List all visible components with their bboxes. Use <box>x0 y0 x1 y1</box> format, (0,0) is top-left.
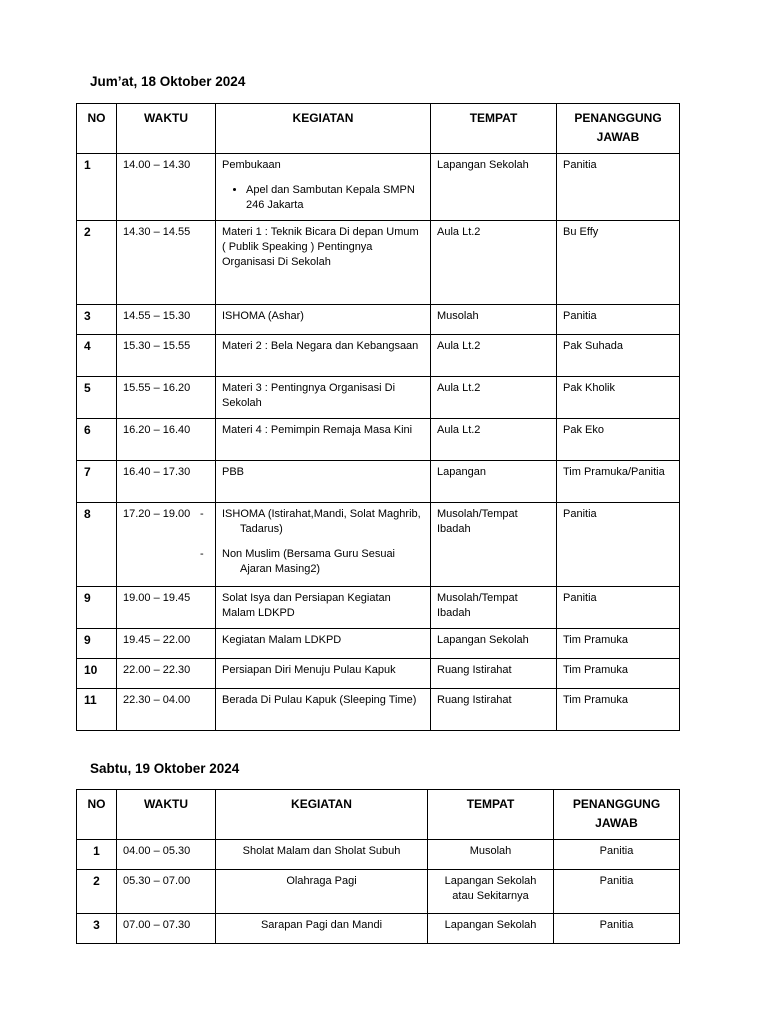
table-row <box>77 629 680 659</box>
table-row <box>77 659 680 689</box>
row-no: 3 <box>77 914 117 944</box>
row-tempat: Ruang Istirahat <box>431 689 557 731</box>
row-penanggung-jawab: Bu Effy <box>557 221 680 305</box>
row-tempat: Aula Lt.2 <box>431 419 557 461</box>
dash-item: - Non Muslim (Bersama Guru Sesuai Ajaran Masing2) <box>222 547 424 577</box>
table-row <box>77 221 680 305</box>
row-kegiatan: Persiapan Diri Menuju Pulau Kapuk <box>216 659 431 689</box>
table-row <box>77 689 680 731</box>
row-kegiatan: Berada Di Pulau Kapuk (Sleeping Time) <box>216 689 431 731</box>
row-no: 9 <box>77 587 117 629</box>
header-no: NO <box>77 104 117 154</box>
row-tempat: Lapangan Sekolah atau Sekitarnya <box>428 870 554 914</box>
table-row <box>77 419 680 461</box>
table-row <box>77 503 680 587</box>
table-row <box>77 840 680 870</box>
row-tempat: Musolah/Tempat Ibadah <box>431 587 557 629</box>
row-no: 4 <box>77 335 117 377</box>
row-tempat: Musolah/Tempat Ibadah <box>431 503 557 587</box>
row-tempat: Aula Lt.2 <box>431 335 557 377</box>
row-waktu: 19.00 – 19.45 <box>117 587 216 629</box>
dash-item: - ISHOMA (Istirahat,Mandi, Solat Maghrib, Tadarus) <box>222 507 424 537</box>
row-no: 2 <box>77 870 117 914</box>
row-kegiatan: PBB <box>216 461 431 503</box>
day2-title: Sabtu, 19 Oktober 2024 <box>90 761 240 776</box>
day1-title: Jum’at, 18 Oktober 2024 <box>90 74 246 89</box>
row-penanggung-jawab: Panitia <box>557 503 680 587</box>
row-penanggung-jawab: Pak Suhada <box>557 335 680 377</box>
header-penanggung-jawab: PENANGGUNG JAWAB <box>557 104 680 154</box>
table-row <box>77 461 680 503</box>
row-no: 8 <box>77 503 117 587</box>
table-row <box>77 377 680 419</box>
row-no: 6 <box>77 419 117 461</box>
row-waktu: 16.40 – 17.30 <box>117 461 216 503</box>
row-waktu: 07.00 – 07.30 <box>117 914 216 944</box>
row-penanggung-jawab: Tim Pramuka/Panitia <box>557 461 680 503</box>
row-penanggung-jawab: Tim Pramuka <box>557 629 680 659</box>
row-no: 1 <box>77 154 117 221</box>
row-kegiatan <box>216 503 431 587</box>
row-no: 11 <box>77 689 117 731</box>
row-penanggung-jawab: Panitia <box>557 587 680 629</box>
header-penanggung-jawab: PENANGGUNG JAWAB <box>554 790 680 840</box>
row-waktu: 16.20 – 16.40 <box>117 419 216 461</box>
row-kegiatan: Materi 4 : Pemimpin Remaja Masa Kini <box>216 419 431 461</box>
row-tempat: Aula Lt.2 <box>431 221 557 305</box>
row-penanggung-jawab: Panitia <box>554 840 680 870</box>
header-kegiatan: KEGIATAN <box>216 790 428 840</box>
header-kegiatan: KEGIATAN <box>216 104 431 154</box>
table-row <box>77 154 680 221</box>
kegiatan-text: Pembukaan <box>222 159 281 171</box>
row-waktu: 19.45 – 22.00 <box>117 629 216 659</box>
table-row <box>77 870 680 914</box>
row-no: 3 <box>77 305 117 335</box>
row-kegiatan: ISHOMA (Ashar) <box>216 305 431 335</box>
row-waktu: 04.00 – 05.30 <box>117 840 216 870</box>
bullet-item: • Apel dan Sambutan Kepala SMPN 246 Jakarta <box>246 183 424 213</box>
day1-schedule-table <box>76 103 680 731</box>
table-header-row <box>77 104 680 154</box>
row-waktu: 14.00 – 14.30 <box>117 154 216 221</box>
row-tempat: Lapangan Sekolah <box>431 154 557 221</box>
table-row <box>77 587 680 629</box>
row-kegiatan: Kegiatan Malam LDKPD <box>216 629 431 659</box>
row-kegiatan: Materi 2 : Bela Negara dan Kebangsaan <box>216 335 431 377</box>
row-no: 7 <box>77 461 117 503</box>
row-waktu: 22.00 – 22.30 <box>117 659 216 689</box>
row-kegiatan: Olahraga Pagi <box>216 870 428 914</box>
row-waktu: 15.55 – 16.20 <box>117 377 216 419</box>
row-penanggung-jawab: Tim Pramuka <box>557 689 680 731</box>
row-kegiatan: Materi 1 : Teknik Bicara Di depan Umum ( Publik Speaking ) Pentingnya Organisasi Di Sekolah <box>216 221 431 305</box>
header-waktu: WAKTU <box>117 790 216 840</box>
row-tempat: Musolah <box>428 840 554 870</box>
table-row <box>77 305 680 335</box>
row-waktu: 14.30 – 14.55 <box>117 221 216 305</box>
table-row <box>77 914 680 944</box>
row-penanggung-jawab: Panitia <box>554 870 680 914</box>
row-penanggung-jawab: Pak Eko <box>557 419 680 461</box>
row-kegiatan: Sarapan Pagi dan Mandi <box>216 914 428 944</box>
row-no: 2 <box>77 221 117 305</box>
row-no: 1 <box>77 840 117 870</box>
row-kegiatan <box>216 154 431 221</box>
row-no: 9 <box>77 629 117 659</box>
row-waktu: 15.30 – 15.55 <box>117 335 216 377</box>
row-tempat: Lapangan <box>431 461 557 503</box>
row-tempat: Lapangan Sekolah <box>428 914 554 944</box>
row-penanggung-jawab: Pak Kholik <box>557 377 680 419</box>
row-no: 5 <box>77 377 117 419</box>
row-tempat: Ruang Istirahat <box>431 659 557 689</box>
row-waktu: 22.30 – 04.00 <box>117 689 216 731</box>
table-row <box>77 335 680 377</box>
row-kegiatan: Materi 3 : Pentingnya Organisasi Di Sekolah <box>216 377 431 419</box>
row-penanggung-jawab: Panitia <box>557 154 680 221</box>
row-waktu: 14.55 – 15.30 <box>117 305 216 335</box>
bullet-list <box>222 183 424 213</box>
day2-schedule-table <box>76 789 680 944</box>
header-tempat: TEMPAT <box>428 790 554 840</box>
header-no: NO <box>77 790 117 840</box>
row-waktu: 05.30 – 07.00 <box>117 870 216 914</box>
row-tempat: Musolah <box>431 305 557 335</box>
row-penanggung-jawab: Panitia <box>554 914 680 944</box>
header-tempat: TEMPAT <box>431 104 557 154</box>
row-kegiatan: Sholat Malam dan Sholat Subuh <box>216 840 428 870</box>
row-penanggung-jawab: Tim Pramuka <box>557 659 680 689</box>
row-tempat: Lapangan Sekolah <box>431 629 557 659</box>
row-kegiatan: Solat Isya dan Persiapan Kegiatan Malam LDKPD <box>216 587 431 629</box>
row-no: 10 <box>77 659 117 689</box>
table-header-row <box>77 790 680 840</box>
row-penanggung-jawab: Panitia <box>557 305 680 335</box>
header-waktu: WAKTU <box>117 104 216 154</box>
row-tempat: Aula Lt.2 <box>431 377 557 419</box>
row-waktu: 17.20 – 19.00 <box>117 503 216 587</box>
